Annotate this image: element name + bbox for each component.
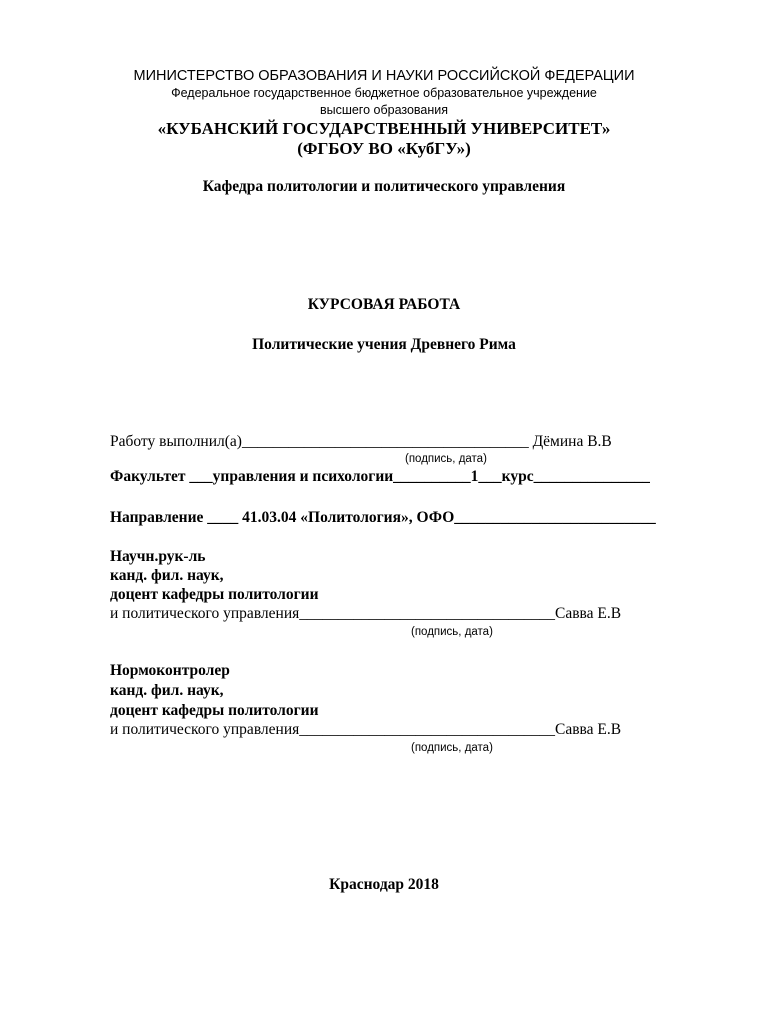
normcontroller-signature-hint: (подпись, дата) — [411, 742, 493, 754]
direction-line: Направление ____ 41.03.04 «Политология», ОФО__________________________ — [110, 509, 656, 526]
normcontroller-position: доцент кафедры политологии — [110, 702, 319, 719]
city-year: Краснодар 2018 — [329, 876, 439, 893]
supervisor-position: доцент кафедры политологии — [110, 586, 319, 603]
institution-type-line2: высшего образования — [319, 103, 449, 117]
supervisor-title: Научн.рук-ль — [110, 548, 206, 565]
university-abbreviation: (ФГБОУ ВО «КубГУ») — [297, 139, 471, 158]
author-line: Работу выполнил(а)_____________________________________ Дёмина В.В — [110, 433, 612, 450]
ministry-heading: МИНИСТЕРСТВО ОБРАЗОВАНИЯ И НАУКИ РОССИЙСКОЙ ФЕДЕРАЦИИ — [133, 68, 635, 84]
normcontroller-degree: канд. фил. наук, — [110, 682, 224, 699]
supervisor-degree: канд. фил. наук, — [110, 567, 224, 584]
supervisor-name-line: и политического управления_________________________________Савва Е.В — [110, 605, 622, 622]
department-name: Кафедра политологии и политического управления — [202, 178, 566, 195]
university-name: «КУБАНСКИЙ ГОСУДАРСТВЕННЫЙ УНИВЕРСИТЕТ» — [157, 119, 611, 138]
author-signature-hint: (подпись, дата) — [405, 453, 487, 465]
institution-type-line1: Федеральное государственное бюджетное образовательное учреждение — [171, 86, 597, 100]
work-topic: Политические учения Древнего Рима — [252, 336, 516, 353]
supervisor-signature-hint: (подпись, дата) — [411, 626, 493, 638]
faculty-line: Факультет ___управления и психологии__________1___курс_______________ — [110, 468, 650, 485]
normcontroller-name-line: и политического управления_________________________________Савва Е.В — [110, 721, 622, 738]
normcontroller-title: Нормоконтролер — [110, 662, 230, 679]
work-type-title: КУРСОВАЯ РАБОТА — [307, 296, 461, 313]
